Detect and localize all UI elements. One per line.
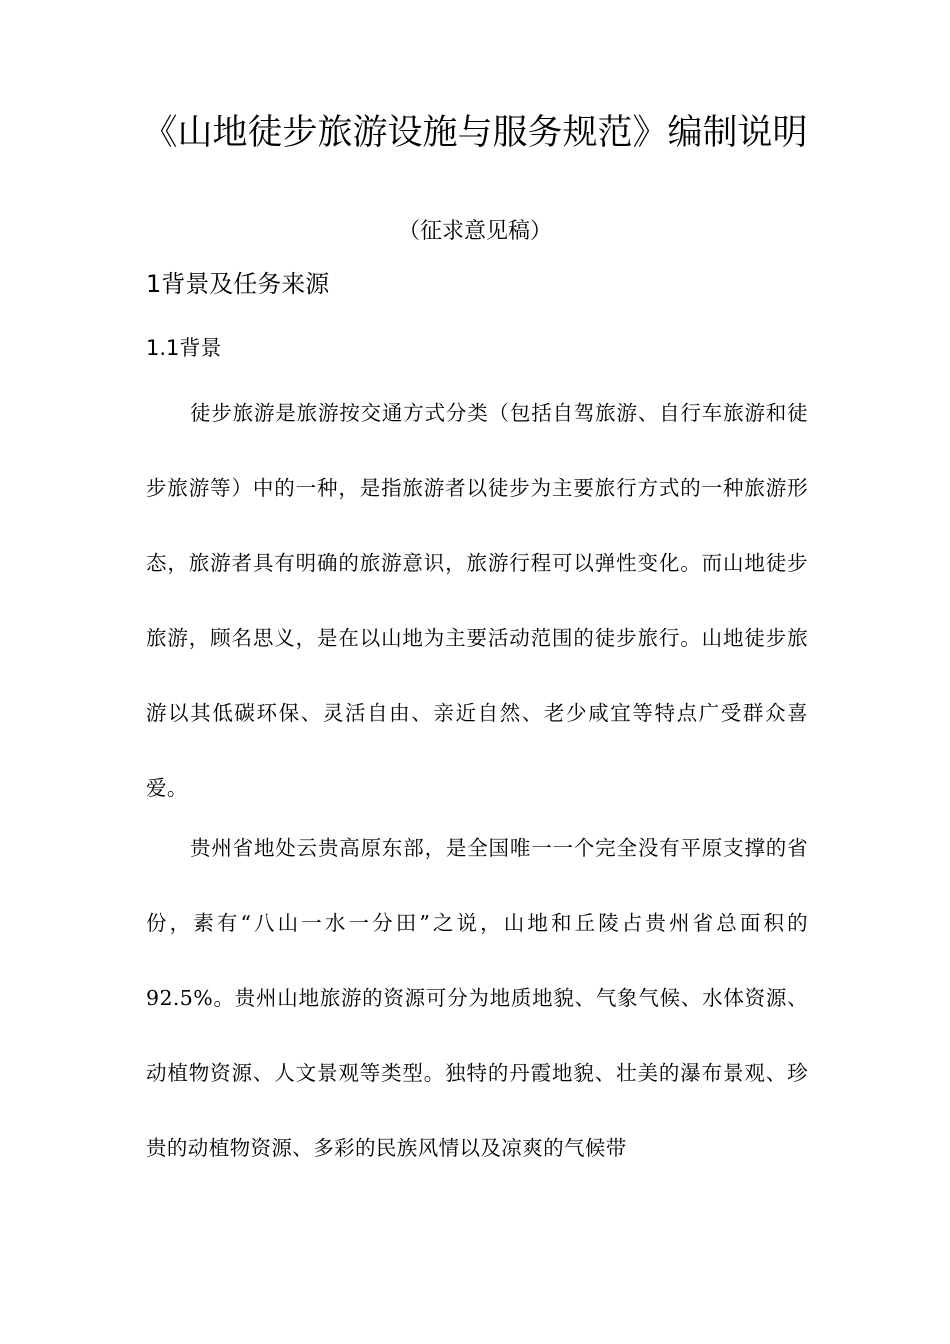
subsection-heading-background: 1.1背景 <box>146 336 222 360</box>
body-paragraph: 贵州省地处云贵高原东部，是全国唯一一个完全没有平原支撑的省份，素有“八山一水一分田”之说，山地和丘陵占贵州省总面积的92.5%。贵州山地旅游的资源可分为地质地貌、气象气候、水体资源、动植物资源、人文景观等类型。独特的丹霞地貌、壮美的瀑布景观、珍贵的动植物资源、多彩的民族风情以及凉爽的气候带 <box>146 836 808 1160</box>
section-heading-background-and-task-source: 1背景及任务来源 <box>146 270 330 298</box>
body-paragraph: 徒步旅游是旅游按交通方式分类（包括自驾旅游、自行车旅游和徒步旅游等）中的一种，是指旅游者以徒步为主要旅行方式的一种旅游形态，旅游者具有明确的旅游意识，旅游行程可以弹性变化。而山地徒步旅游，顾名思义，是在以山地为主要活动范围的徒步旅行。山地徒步旅游以其低碳环保、灵活自由、亲近自然、老少咸宜等特点广受群众喜爱。 <box>146 401 808 800</box>
document-title: 《山地徒步旅游设施与服务规范》编制说明 <box>142 113 808 153</box>
document-subtitle: （征求意见稿） <box>397 219 552 244</box>
